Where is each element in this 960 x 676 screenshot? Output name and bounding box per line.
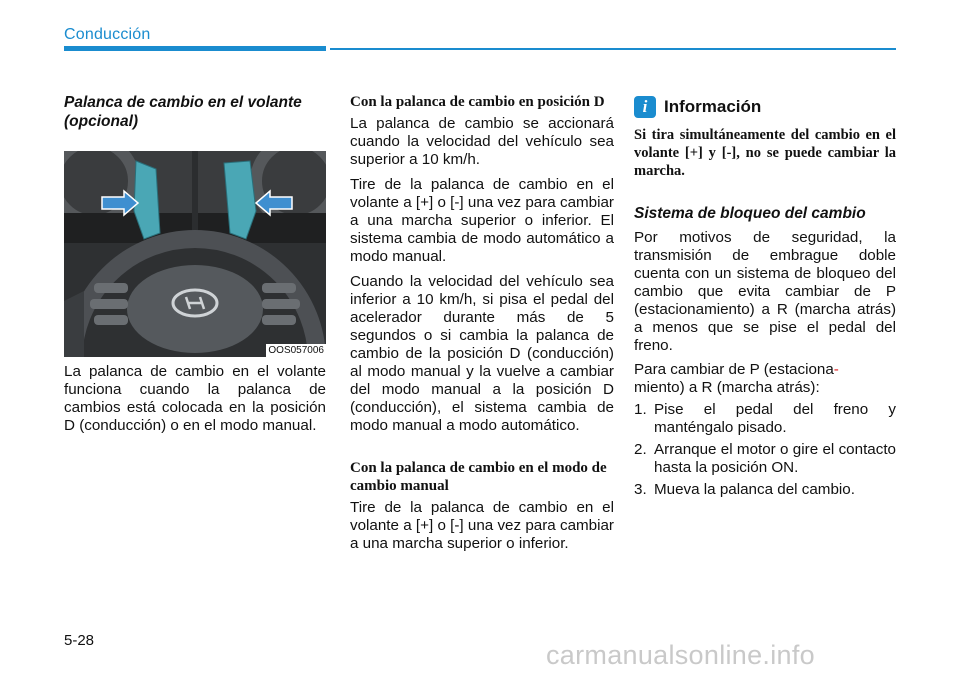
column-2 bbox=[350, 93, 614, 553]
figure-code: OOS057006 bbox=[268, 345, 324, 356]
info-icon: i bbox=[634, 96, 656, 118]
info-header bbox=[634, 96, 896, 118]
paragraph-activation: La palanca de cambio se accionará cuando la velocidad del vehículo sea superior a 10 km/h. bbox=[350, 115, 614, 168]
watermark: carmanualsonline.info bbox=[546, 640, 815, 670]
info-title: Información bbox=[664, 97, 762, 116]
header-rule-thick bbox=[64, 46, 326, 51]
paragraph-manual-shift: Tire de la palanca de cambio en el volante a [+] o [-] una vez para cambiar a una marcha superior o inferior. bbox=[350, 499, 614, 552]
heading-paddle-shifter: Palanca de cambio en el volante (opcional) bbox=[64, 94, 302, 130]
step-number: 3. bbox=[634, 481, 647, 498]
header-rule-thin bbox=[330, 48, 896, 50]
page-number: 5-28 bbox=[64, 632, 95, 649]
steering-wheel-illustration bbox=[64, 151, 326, 357]
list-item bbox=[634, 481, 896, 499]
steering-wheel-figure bbox=[64, 151, 326, 357]
section-title: Conducción bbox=[64, 26, 151, 43]
para2-part-b: miento) a R (marcha atrás): bbox=[634, 379, 820, 396]
para2-part-a: Para cambiar de P (estaciona bbox=[634, 361, 834, 378]
heading-manual-mode: Con la palanca de cambio en el modo de cambio manual bbox=[350, 460, 607, 494]
steps-list bbox=[634, 401, 896, 499]
paragraph-p-to-r bbox=[634, 361, 896, 397]
step-number: 2. bbox=[634, 441, 647, 458]
heading-shift-lock: Sistema de bloqueo del cambio bbox=[634, 205, 866, 222]
column-3 bbox=[634, 96, 896, 499]
paragraph-pull-paddle: Tire de la palanca de cambio en el volante a [+] o [-] una vez para cambiar a una marcha superior o inferior. El sistema cambia de modo automático a modo manual. bbox=[350, 176, 614, 265]
heading-position-d: Con la palanca de cambio en posición D bbox=[350, 94, 605, 110]
step-text: Mueva la palanca del cambio. bbox=[654, 481, 855, 498]
para2-hyphen: - bbox=[833, 361, 839, 378]
paragraph-shift-lock: Por motivos de seguridad, la transmisión de embrague doble cuenta con un sistema de bloqueo del cambio que evita cambiar de P (estacionamiento) a R (marcha atrás) a menos que se pise el pedal del freno. bbox=[634, 229, 896, 354]
paddle-description: La palanca de cambio en el volante funciona cuando la palanca de cambios está colocada en la posición D (conducción) o en el modo manual. bbox=[64, 363, 326, 434]
column-1 bbox=[64, 93, 326, 435]
step-number: 1. bbox=[634, 401, 647, 418]
step-text: Arranque el motor o gire el contacto hasta la posición ON. bbox=[654, 441, 896, 476]
list-item bbox=[634, 401, 896, 437]
wheel-hub bbox=[127, 265, 263, 353]
list-item bbox=[634, 441, 896, 477]
paragraph-auto-return: Cuando la velocidad del vehículo sea inferior a 10 km/h, si pisa el pedal del acelerador durante más de 5 segundos o si cambia la palanca de cambio de la posición D (conducción) al modo manual y la vuelve a cambiar del modo manual a la posición D (conducción), el sistema cambia de modo manual a modo automático. bbox=[350, 273, 614, 434]
info-text: Si tira simultáneamente del cambio en el volante [+] y [-], no se puede cambiar la marcha. bbox=[634, 127, 896, 179]
step-text: Pise el pedal del freno y manténgalo pisado. bbox=[654, 401, 896, 436]
